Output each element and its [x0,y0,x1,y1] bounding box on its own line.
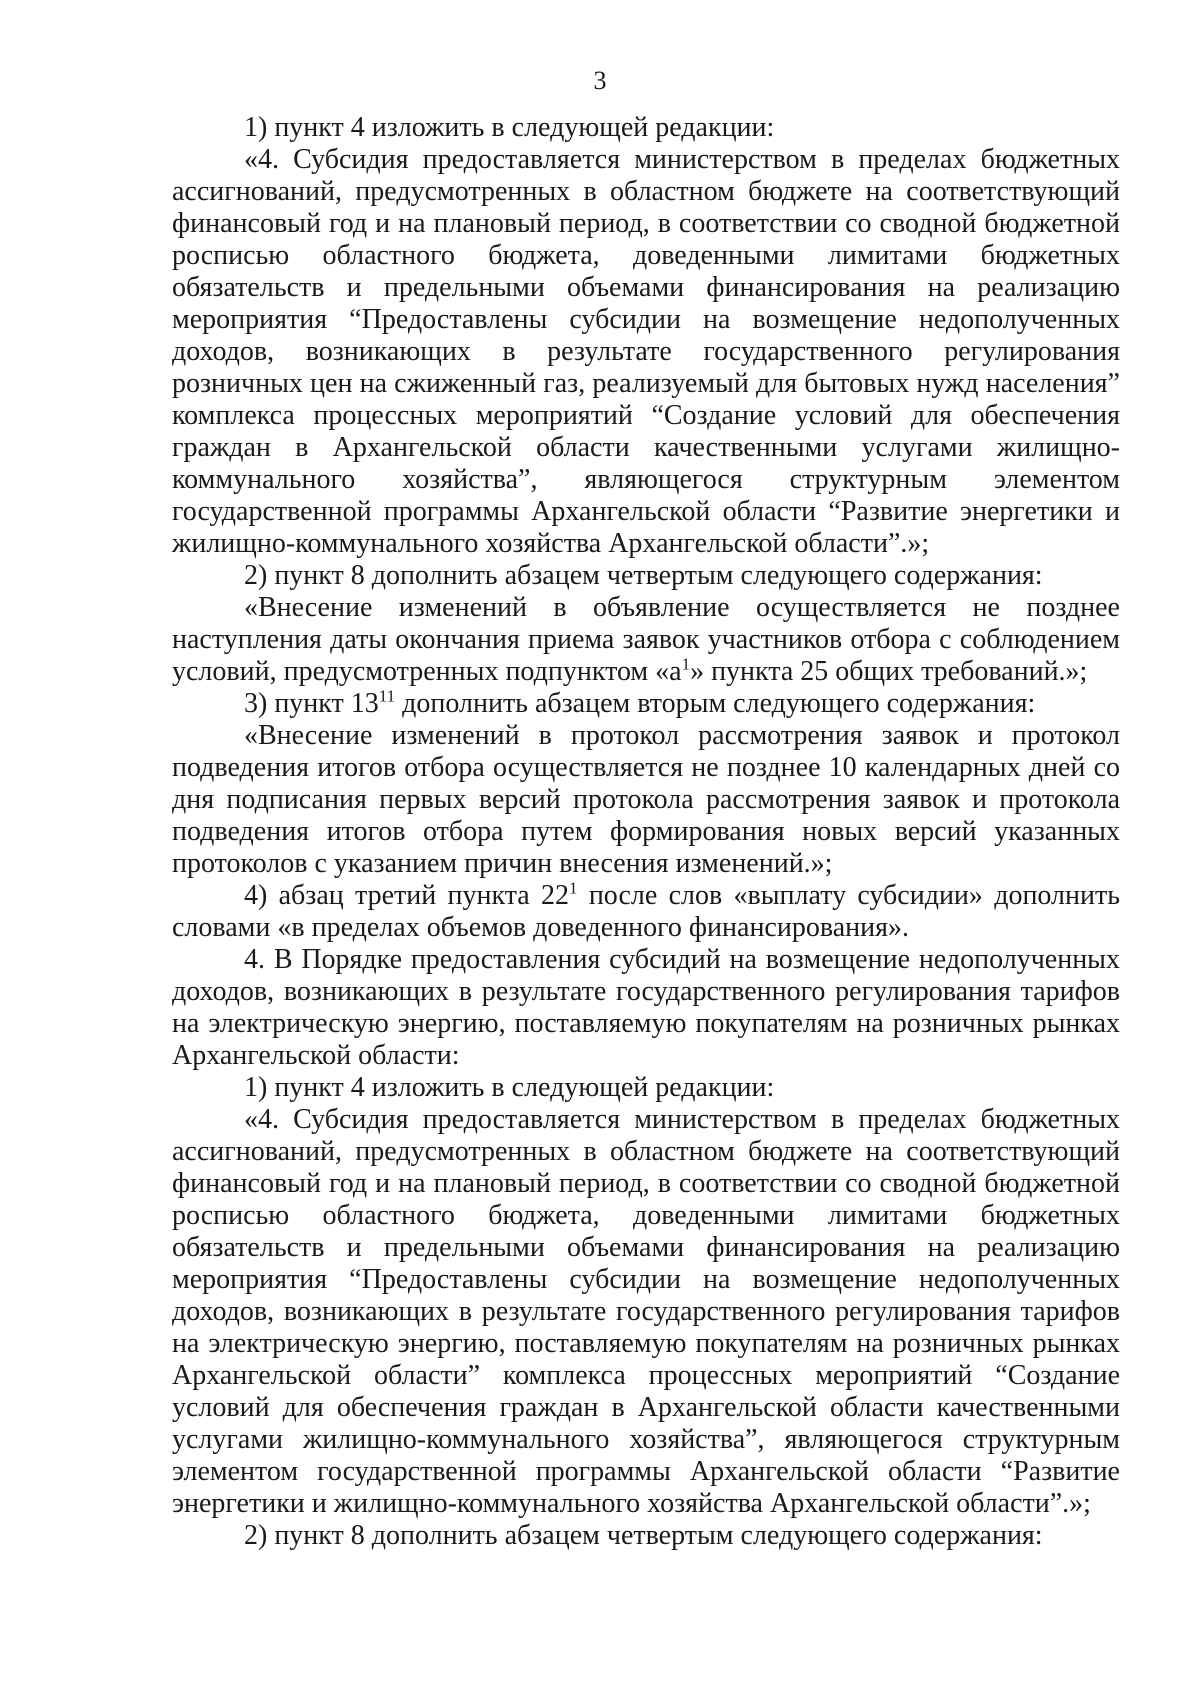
paragraph-subsidy-point-4-gas: «4. Субсидия предоставляется министерством в пределах бюджетных ассигнований, предусмотренных в областном бюджете на соответствующий финансовый год и на плановый период, в соответствии со сводной бюджетной росписью областного бюджета, доведенными лимитами бюджетных обязательств и предельными объемами финансирования на реализацию мероприятия “Предоставлены субсидии на возмещение недополученных доходов, возникающих в результате государственного регулирования розничных цен на сжиженный газ, реализуемый для бытовых нужд населения” комплекса процессных мероприятий “Создание условий для обеспечения граждан в Архангельской области качественными услугами жилищно-коммунального хозяйства”, являющегося структурным элементом государственной программы Архангельской области “Развитие энергетики и жилищно-коммунального хозяйства Архангельской области”.»; [172,144,1120,559]
paragraph-item-3-point-13 [172,688,1120,720]
paragraph-item-1-point-4-electricity: 1) пункт 4 изложить в следующей редакции: [244,1072,775,1103]
paragraph-text-part: » пункта 25 общих требований.»; [690,656,1088,687]
paragraph-announcement-changes [172,592,1120,688]
paragraph-subsidy-point-4-electricity: «4. Субсидия предоставляется министерством в пределах бюджетных ассигнований, предусмотренных в областном бюджете на соответствующий финансовый год и на плановый период, в соответствии со сводной бюджетной росписью областного бюджета, доведенными лимитами бюджетных обязательств и предельными объемами финансирования на реализацию мероприятия “Предоставлены субсидии на возмещение недополученных доходов, возникающих в результате государственного регулирования тарифов на электрическую энергию, поставляемую покупателям на розничных рынках Архангельской области” комплекса процессных мероприятий “Создание условий для обеспечения граждан в Архангельской области качественными услугами жилищно-коммунального хозяйства”, являющегося структурным элементом государственной программы Архангельской области “Развитие энергетики и жилищно-коммунального хозяйства Архангельской области”.»; [172,1104,1120,1519]
paragraph-text-part: дополнить абзацем вторым следующего содержания: [395,688,1036,719]
paragraph-text-part: «Внесение изменений в объявление осуществляется не позднее наступления даты окончания приема заявок участников отбора с соблюдением условий, предусмотренных подпунктом «а [172,592,1120,687]
superscript: 11 [378,686,396,706]
paragraph-item-2-point-8-electricity: 2) пункт 8 дополнить абзацем четвертым следующего содержания: [244,1520,1043,1551]
paragraph-text-part: после слов «выплату субсидии» дополнить словами «в пределах объемов доведенного финансирования». [172,880,1121,943]
paragraph-text-part: 3) пункт 13 [244,688,379,719]
paragraph-text-part: 4) абзац третий пункта 22 [244,880,570,911]
paragraph-item-4-point-22 [172,880,1120,944]
paragraph-section-4-electricity: 4. В Порядке предоставления субсидий на возмещение недополученных доходов, возникающих в результате государственного регулирования тарифов на электрическую энергию, поставляемую покупателям на розничных рынках Архангельской области: [172,944,1120,1071]
superscript: 1 [681,654,691,674]
page-number: 3 [593,66,607,95]
document-body [172,112,1120,1552]
paragraph-protocol-changes: «Внесение изменений в протокол рассмотрения заявок и протокол подведения итогов отбора осуществляется не позднее 10 календарных дней со дня подписания первых версий протокола рассмотрения заявок и протокола подведения итогов отбора путем формирования новых версий указанных протоколов с указанием причин внесения изменений.»; [172,720,1120,879]
paragraph-item-2-point-8: 2) пункт 8 дополнить абзацем четвертым следующего содержания: [244,560,1043,591]
paragraph-item-1-point-4: 1) пункт 4 изложить в следующей редакции: [244,112,775,143]
superscript: 1 [569,878,578,898]
